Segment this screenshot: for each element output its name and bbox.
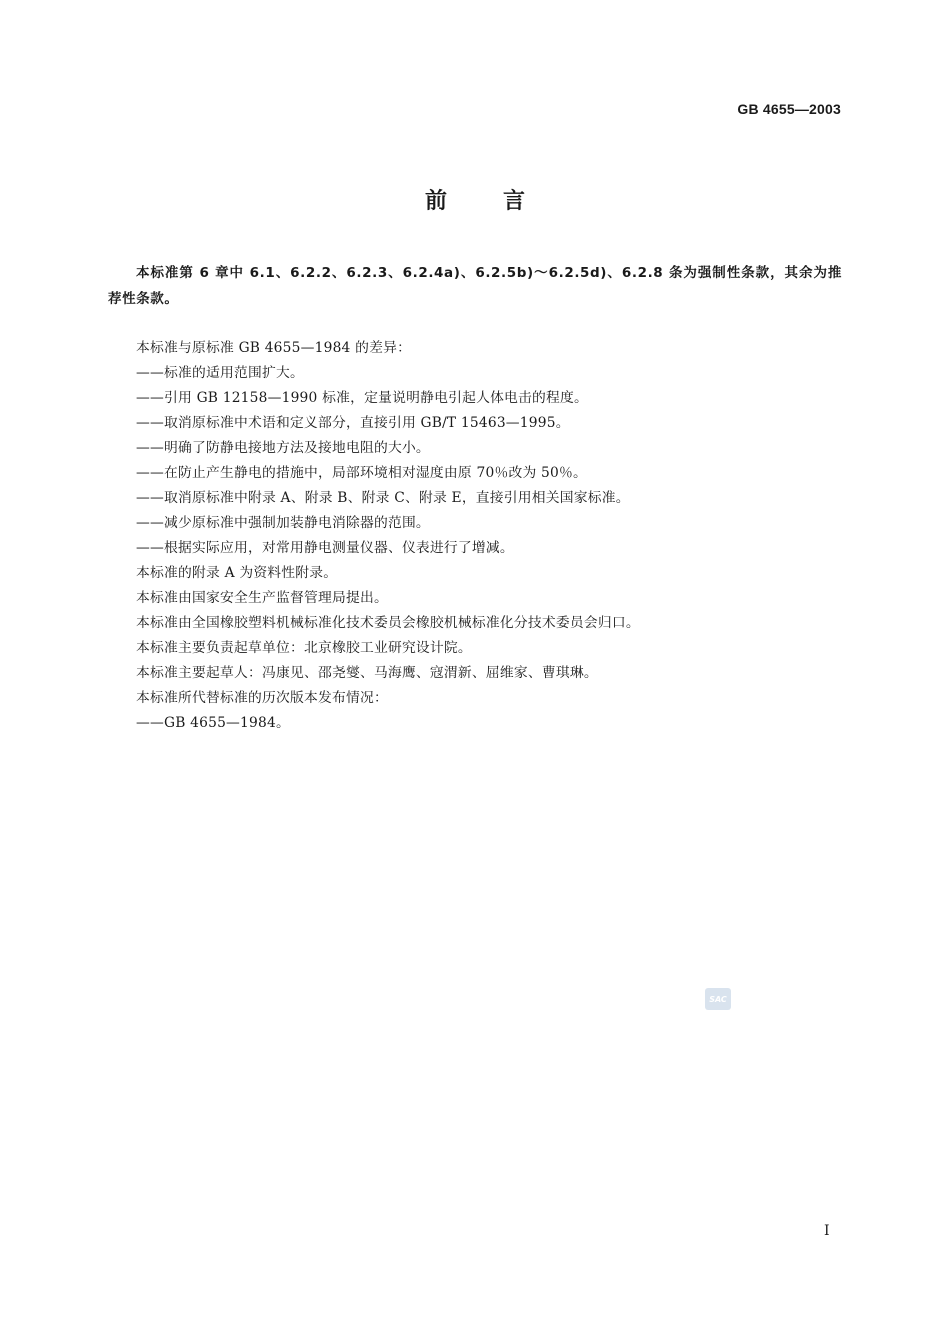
list-item-difference: ——减少原标准中强制加装静电消除器的范围。 — [136, 515, 430, 531]
mandatory-statement: 本标准第 6 章中 6.1、6.2.2、6.2.3、6.2.4a)、6.2.5b)～6.2.5d)、6.2.8 条为强制性条款，其余为推荐性条款。 — [108, 265, 842, 307]
title-char: 言 — [503, 189, 526, 214]
paragraph-differences-intro: 本标准与原标准 GB 4655—1984 的差异： — [136, 340, 412, 356]
list-item-difference: ——取消原标准中术语和定义部分，直接引用 GB/T 15463—1995。 — [136, 415, 570, 431]
title-char: 前 — [424, 189, 447, 214]
paragraph-annex: 本标准的附录 A 为资料性附录。 — [136, 565, 338, 581]
foreword-body — [108, 336, 842, 736]
list-item-difference: ——明确了防静电接地方法及接地电阻的大小。 — [136, 440, 430, 456]
list-item-difference: ——取消原标准中附录 A、附录 B、附录 C、附录 E，直接引用相关国家标准。 — [136, 490, 630, 506]
page-number: I — [824, 1223, 830, 1239]
list-item-history: ——GB 4655—1984。 — [136, 715, 290, 731]
list-item-difference: ——标准的适用范围扩大。 — [136, 365, 304, 381]
paragraph-drafters: 本标准主要起草人：冯康见、邵尧燮、马海鹰、寇渭新、屈维家、曹琪琳。 — [136, 665, 598, 681]
paragraph-committee: 本标准由全国橡胶塑料机械标准化技术委员会橡胶机械标准化分技术委员会归口。 — [136, 615, 640, 631]
paragraph-history: 本标准所代替标准的历次版本发布情况： — [136, 690, 388, 706]
list-item-difference: ——引用 GB 12158—1990 标准，定量说明静电引起人体电击的程度。 — [136, 390, 589, 406]
sac-logo: SAC — [705, 988, 731, 1010]
page-title — [0, 184, 950, 215]
paragraph-drafting-unit: 本标准主要负责起草单位：北京橡胶工业研究设计院。 — [136, 640, 472, 656]
list-item-difference: ——根据实际应用，对常用静电测量仪器、仪表进行了增减。 — [136, 540, 514, 556]
list-item-difference: ——在防止产生静电的措施中，局部环境相对湿度由原 70％改为 50％。 — [136, 465, 587, 481]
paragraph-proposer: 本标准由国家安全生产监督管理局提出。 — [136, 590, 388, 606]
standard-number: GB 4655—2003 — [737, 101, 841, 117]
